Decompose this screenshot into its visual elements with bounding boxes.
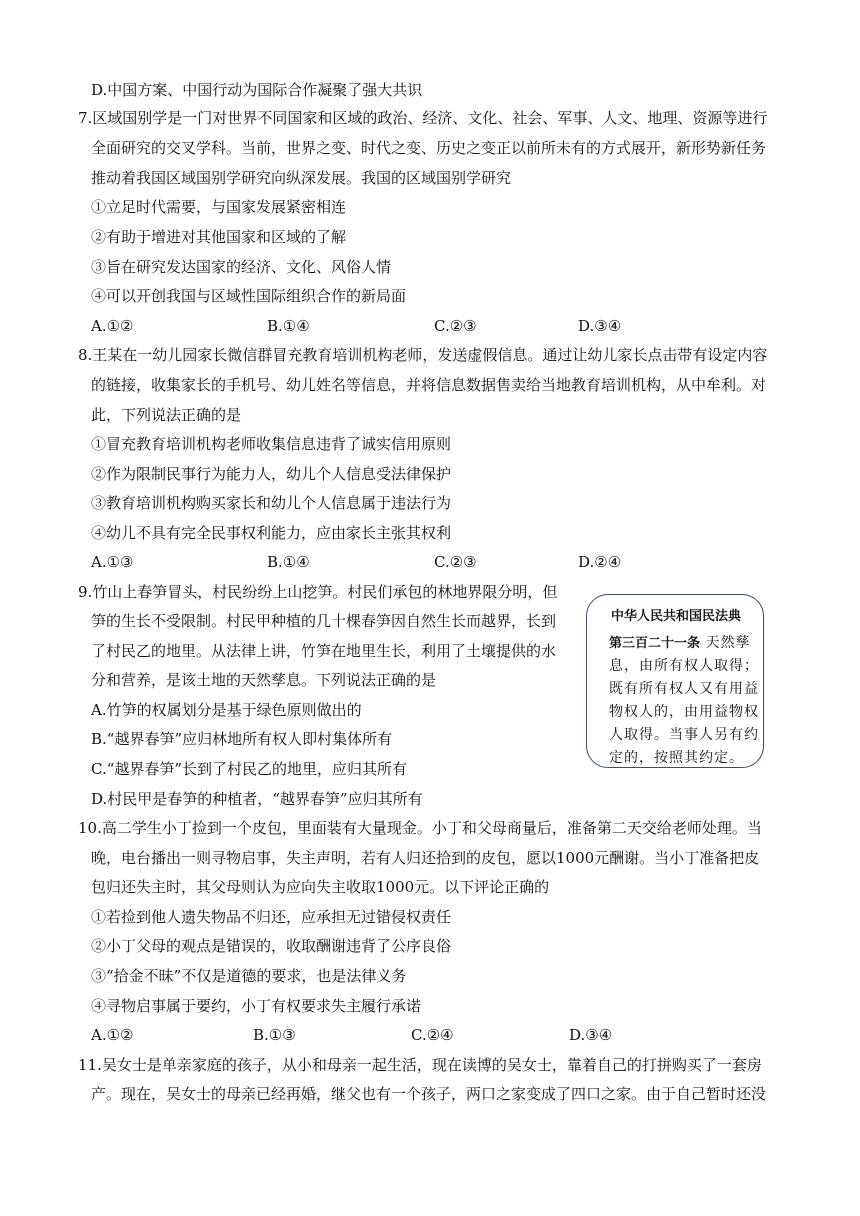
q10-stem-line: 包归还失主时，其父母则认为应向失主收取1000元。以下评论正确的 [91,878,550,896]
q7-option-d[interactable]: D.③④ [578,317,622,335]
q10-option-d[interactable]: D.③④ [569,1026,613,1044]
q10-option-c[interactable]: C.②④ [411,1026,454,1044]
law-box-line: 物权人的，由用益物权 [609,704,759,720]
q8-item: ①冒充教育培训机构老师收集信息违背了诚实信用原则 [91,435,452,453]
q9-stem-line: 9.竹山上春笋冒头，村民纷纷上山挖笋。村民们承包的林地界限分明，但 [78,583,558,601]
q9-stem-line: 笋的生长不受限制。村民甲种植的几十棵春笋因自然生长而越界，长到 [91,612,557,630]
q8-option-b[interactable]: B.①④ [267,553,310,571]
law-box-line: 息，由所有权人取得； [609,658,759,674]
q10-item: ③“拾金不昧”不仅是道德的要求，也是法律义务 [91,967,407,985]
q10-option-a[interactable]: A.①② [91,1026,134,1044]
law-article-number: 第三百二十一条 [609,636,701,651]
q7-item: ④可以开创我国与区域性国际组织合作的新局面 [91,287,407,305]
q9-option-d[interactable]: D.村民甲是春笋的种植者，“越界春笋”应归其所有 [91,790,423,808]
q7-option-a[interactable]: A.①② [91,317,134,335]
q9-option-c[interactable]: C.“越界春笋”长到了村民乙的地里，应归其所有 [91,760,408,778]
q8-stem-line: 的链接，收集家长的手机号、幼儿姓名等信息，并将信息数据售卖给当地教育培训机构，从中牟利。对 [91,376,767,394]
q9-option-a[interactable]: A.竹笋的权属划分是基于绿色原则做出的 [91,701,362,719]
q8-item: ④幼儿不具有完全民事权利能力，应由家长主张其权利 [91,524,452,542]
q8-item: ③教育培训机构购买家长和幼儿个人信息属于违法行为 [91,494,452,512]
q9-option-b[interactable]: B.“越界春笋”应归林地所有权人即村集体所有 [91,730,393,748]
q8-stem-line: 此，下列说法正确的是 [91,406,242,424]
law-box-line: 既有所有权人又有用益 [609,681,759,697]
law-box-line [609,633,750,654]
law-box-title: 中华人民共和国民法典 [610,609,741,624]
q9-stem-line: 分和营养，是该土地的天然孳息。下列说法正确的是 [91,671,437,689]
q10-options [0,1025,860,1045]
q8-stem-line: 8.王某在一幼儿园家长微信群冒充教育培训机构老师，发送虚假信息。通过让幼儿家长点击带有设定内容 [78,346,768,364]
q8-item: ②作为限制民事行为能力人，幼儿个人信息受法律保护 [91,465,452,483]
q7-stem-line: 7.区域国别学是一门对世界不同国家和区域的政治、经济、文化、社会、军事、人文、地理、资源等进行 [78,109,768,127]
q10-item: ①若捡到他人遗失物品不归还，应承担无过错侵权责任 [91,908,452,926]
q9-stem-line: 了村民乙的地里。从法律上讲，竹笋在地里生长，利用了土壤提供的水 [91,642,557,660]
law-box-line: 定的，按照其约定。 [609,750,744,766]
law-box-line: 人取得。当事人另有约 [609,727,759,743]
q7-option-b[interactable]: B.①④ [267,317,310,335]
q10-option-b[interactable]: B.①③ [253,1026,296,1044]
civil-code-excerpt-box [586,594,764,768]
q8-option-d[interactable]: D.②④ [578,553,622,571]
q7-stem-line: 推动着我国区域国别学研究向纵深发展。我国的区域国别学研究 [91,169,512,187]
q8-option-a[interactable]: A.①③ [91,553,134,571]
q6-option-d: D.中国方案、中国行动为国际合作凝聚了强大共识 [91,81,423,99]
q7-item: ③旨在研究发达国家的经济、文化、风俗人情 [91,258,392,276]
q7-item: ①立足时代需要，与国家发展紧密相连 [91,198,347,216]
q10-stem-line: 晚，电台播出一则寻物启事，失主声明，若有人归还拾到的皮包，愿以1000元酬谢。当小丁准备把皮 [91,849,760,867]
q10-item: ②小丁父母的观点是错误的，收取酬谢违背了公序良俗 [91,937,452,955]
q7-stem-line: 全面研究的交叉学科。当前，世界之变、时代之变、历史之变正以前所未有的方式展开，新形势新任务 [91,139,767,157]
q11-stem-line: 11.吴女士是单亲家庭的孩子，从小和母亲一起生活，现在读博的吴女士，靠着自己的打拼购买了一套房 [78,1056,762,1074]
q8-option-c[interactable]: C.②③ [434,553,477,571]
q7-item: ②有助于增进对其他国家和区域的了解 [91,228,347,246]
q7-options [0,316,860,336]
q10-item: ④寻物启事属于要约，小丁有权要求失主履行承诺 [91,997,422,1015]
law-box-text: 天然孳 [705,635,751,651]
q7-option-c[interactable]: C.②③ [434,317,477,335]
q11-stem-line: 产。现在，吴女士的母亲已经再婚，继父也有一个孩子，两口之家变成了四口之家。由于自己暂时还没 [91,1085,767,1103]
q10-stem-line: 10.高二学生小丁捡到一个皮包，里面装有大量现金。小丁和父母商量后，准备第二天交给老师处理。当 [78,819,762,837]
q8-options [0,552,860,572]
